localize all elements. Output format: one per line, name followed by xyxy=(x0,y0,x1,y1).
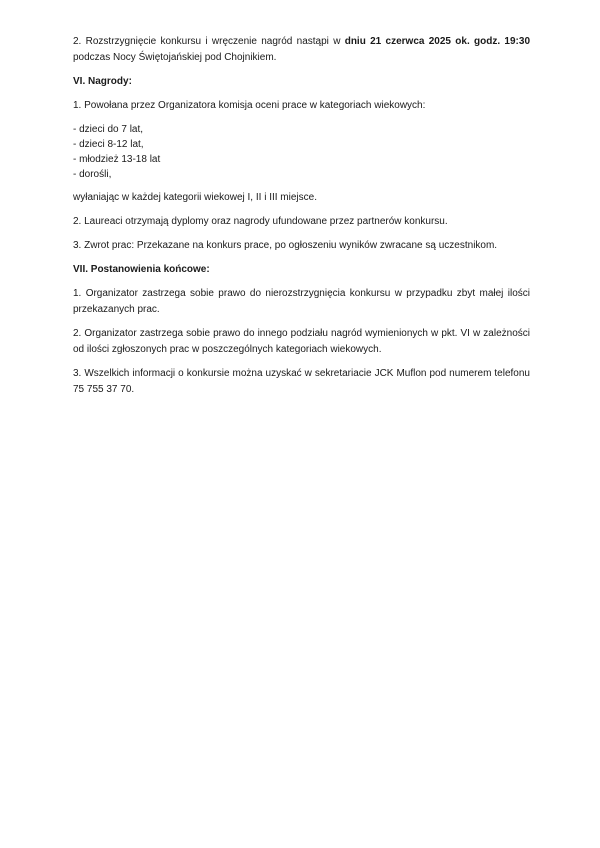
paragraph-placement: wyłaniając w każdej kategorii wiekowej I, II i III miejsce. xyxy=(73,192,317,203)
paragraph-jury: 1. Powołana przez Organizatora komisja oceni prace w kategoriach wiekowych: xyxy=(73,100,426,111)
paragraph-return: 3. Zwrot prac: Przekazane na konkurs prace, po ogłoszeniu wyników zwracane są uczestnikom. xyxy=(73,240,498,251)
list-item: - dorośli, xyxy=(73,169,112,180)
age-category-list xyxy=(73,122,530,182)
list-item: - dzieci 8-12 lat, xyxy=(73,139,144,150)
paragraph-final-3: 3. Wszelkich informacji o konkursie można uzyskać w sekretariacie JCK Muflon pod numerem telefonu 75 755 37 70. xyxy=(73,368,530,395)
section-heading-prizes: VI. Nagrody: xyxy=(73,76,132,87)
section-heading-final: VII. Postanowienia końcowe: xyxy=(73,264,210,275)
paragraph-awards: 2. Laureaci otrzymają dyplomy oraz nagrody ufundowane przez partnerów konkursu. xyxy=(73,216,448,227)
paragraph-final-2: 2. Organizator zastrzega sobie prawo do innego podziału nagród wymienionych w pkt. VI w zależności od ilości zgłoszonych prac w poszczególnych kategoriach wiekowych. xyxy=(73,328,530,355)
paragraph-resolution xyxy=(73,34,530,66)
list-item: - młodzież 13-18 lat xyxy=(73,154,161,165)
resolution-date: dniu 21 czerwca 2025 ok. godz. 19:30 xyxy=(344,36,531,47)
paragraph-final-1: 1. Organizator zastrzega sobie prawo do nierozstrzygnięcia konkursu w przypadku zbyt małej ilości przekazanych prac. xyxy=(73,288,530,315)
list-item: - dzieci do 7 lat, xyxy=(73,124,144,135)
resolution-text: 2. Rozstrzygnięcie konkursu i wręczenie nagród nastąpi w xyxy=(73,36,345,47)
resolution-suffix: podczas Nocy Świętojańskiej pod Chojnikiem. xyxy=(73,52,277,63)
document-page xyxy=(73,34,530,406)
